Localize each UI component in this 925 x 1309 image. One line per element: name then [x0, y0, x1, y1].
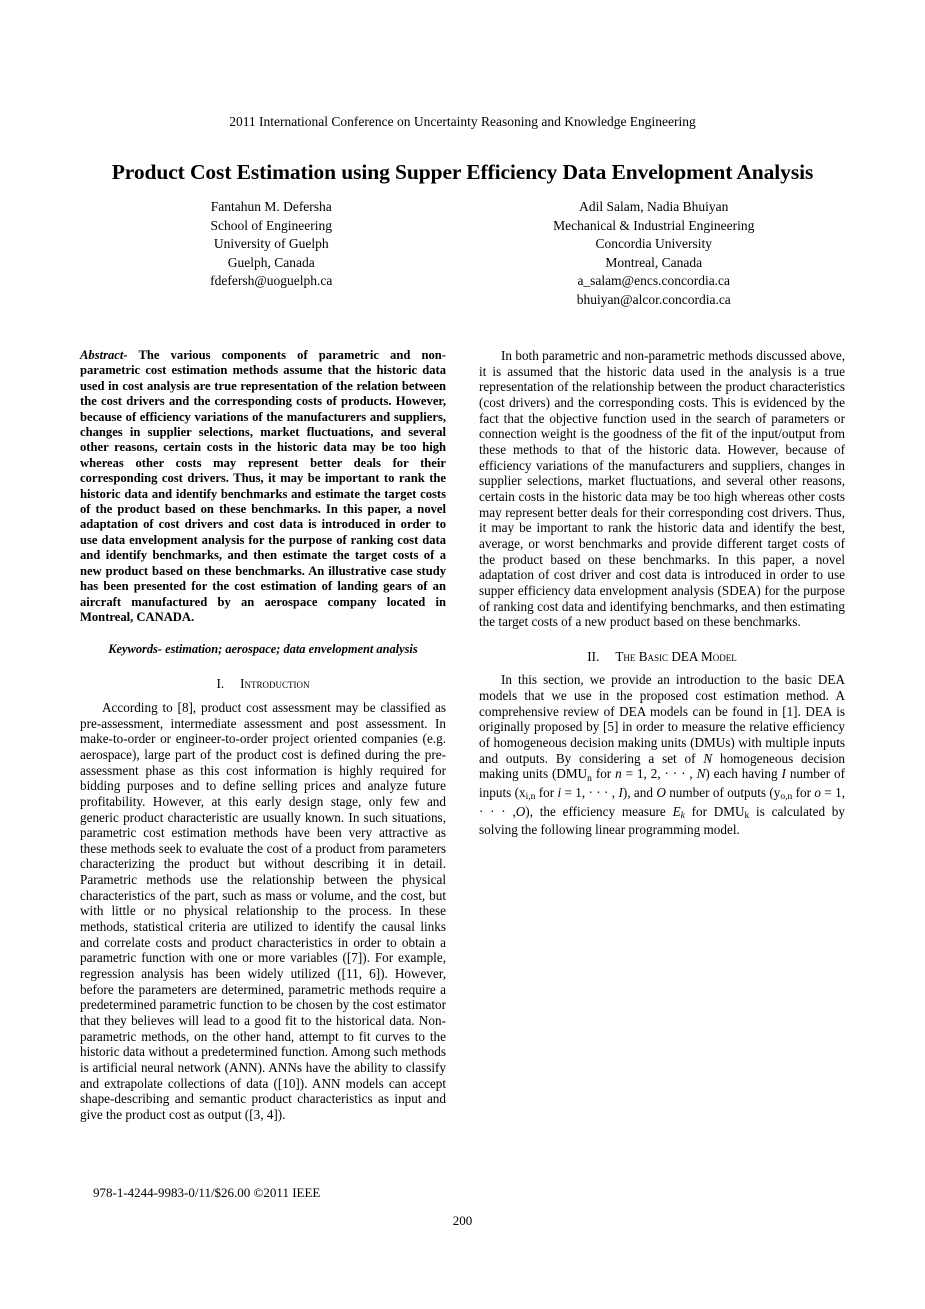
paragraph-dea-1: In this section, we provide an introduction to the basic DEA models that we use in the proposed cost estimation method. A comprehensive review of DEA models can be found in [1]. DEA is originally proposed by [5] in order to measure the relative efficiency of homogeneous decision making units (DMUs) with multiple inputs and outputs. By considering a set of N homogeneous decision making units ($DMU_n$ for n = 1, 2, · · · , N) each having I number of inputs ($x_{i,n}$ for i = 1, · · · , I), and O number of outputs ($y_{o,n}$ for o = 1, · · · ,O), the efficiency measure $E_k$ for $DMU_k$ is calculated by solving the following linear programming model.	[479, 672, 846, 838]
abstract-label: Abstract-	[80, 348, 128, 362]
section-title: Introduction	[240, 676, 310, 692]
author-name: Adil Salam, Nadia Bhuiyan	[579, 199, 729, 214]
abstract-text: The various components of parametric and non-parametric cost estimation methods assume that the historic data used in cost analysis are true representation of the relation between the cost drivers and the corresponding costs of products. However, because of efficiency variations of the manufacturers and suppliers, changes in supplier selections, market fluctuations, and several other reasons, certain costs in the historic data may be too high whereas other costs may represent better deals for their corresponding cost drivers. Thus, it may be important to rank the historic data and identify benchmarks and estimate the target costs of the product based on these benchmarks. In this paper, a novel adaptation of cost drivers and cost data is introduced in order to use data envelopment analysis for the purpose of ranking cost data and identify benchmarks, and then estimate the target costs of a new product based on these benchmarks. An illustrative case study has been presented for the cost estimation of landing gears of an aircraft manufactured by an aerospace company located in Montreal, CANADA.	[80, 348, 446, 624]
author-affiliation-line: Concordia University	[595, 236, 713, 251]
isbn-footer: 978-1-4244-9983-0/11/$26.00 ©2011 IEEE	[93, 1185, 321, 1200]
paragraph-intro-1: According to [8], product cost assessment may be classified as pre-assessment, intermediate assessment and post assessment. In make-to-order or engineer-to-order project oriented companies (e.g. aerospace), large part of the product cost is defined during the pre-assessment phase as this cost information is highly required for bidding purposes and to define selling prices and analyze future profitability. However, at this early design stage, only few and generic product characteristic are usually known. In such situations, parametric cost estimation methods have been very attractive as these methods seek to evaluate the cost of a product from parameters characterizing the product but without describing it in detail. Parametric methods use the relationship between the physical characteristics of the part, such as mass or volume, and the cost, but with little or no physical relationship to the process. In these methods, statistical criteria are utilized to identify the causal links and correlate costs and product characteristics in order to obtain a parametric function with one or more variables ([7]). For example, regression analysis has been widely utilized ([11, 6]). However, before the parameters are determined, parametric methods require a predetermined parametric function to be chosen by the cost estimator that they believes will lead to a good fit to the historical data. Non-parametric methods, on the other hand, attempt to fit curves to the historic data without a predetermined function. Among such methods is artificial neural network (ANN). ANNs have the ability to classify and extrapolate collections of data ([10]). ANN models can accept shape-describing and semantic product characteristics as input and give the product cost as output ([3, 4]).	[80, 699, 446, 1122]
author-affiliation-line: Mechanical & Industrial Engineering	[553, 217, 755, 233]
conference-header: 2011 International Conference on Uncertainty Reasoning and Knowledge Engineering	[229, 114, 696, 129]
author-name: Fantahun M. Defersha	[210, 199, 332, 214]
author-block-left	[80, 198, 463, 309]
paragraph-intro-2: In both parametric and non-parametric methods discussed above, it is assumed that the historic data used in the analysis is a true representation of the relationship between the product characteristics (cost drivers) and the corresponding costs. This is evidenced by the fact that the objective function used in the search of parameters or connection weight is the goodness of the fit of the input/output from these methods to that of the historic data. However, because of efficiency variations of the manufacturers and suppliers, changes in supplier selections, market fluctuations, and several other reasons, certain costs in the historic data may be too high whereas other costs may represent better deals for their corresponding cost drivers. Thus, it may be important to rank the historic data and identify the best, average, or worst benchmarks and provide different target costs of the product based on these benchmarks. In this paper, a novel adaptation of cost driver and cost data is introduced in order to use supper efficiency data envelopment analysis (SDEA) for the purpose of ranking cost data and identifying benchmarks, and then estimating the target costs of a new product based on these benchmarks.	[479, 348, 845, 630]
keywords: Keywords- estimation; aerospace; data envelopment analysis	[108, 642, 418, 657]
author-location-line: Montreal, Canada	[605, 254, 703, 270]
author-block-right	[463, 198, 846, 309]
page-title: Product Cost Estimation using Supper Efficiency Data Envelopment Analysis	[111, 160, 814, 184]
section-numeral: I.	[216, 676, 225, 692]
column-left	[80, 348, 446, 1148]
body-columns	[80, 348, 845, 1148]
author-email: fdefersh@uoguelph.ca	[210, 273, 333, 288]
column-right	[479, 348, 845, 1148]
author-location-line: Guelph, Canada	[227, 254, 315, 270]
abstract-paragraph	[80, 348, 446, 625]
author-affiliation-line: School of Engineering	[210, 217, 332, 233]
page-number: 200	[452, 1213, 473, 1228]
section-heading-introduction	[80, 676, 446, 692]
author-affiliation-line: University of Guelph	[213, 236, 329, 251]
section-title: The Basic DEA Model	[615, 648, 737, 664]
author-list	[80, 198, 845, 309]
author-email: a_salam@encs.concordia.ca	[577, 273, 731, 288]
section-numeral: II.	[587, 648, 600, 664]
section-heading-basic-dea-model	[479, 649, 845, 665]
author-email: bhuiyan@alcor.concordia.ca	[576, 291, 731, 307]
